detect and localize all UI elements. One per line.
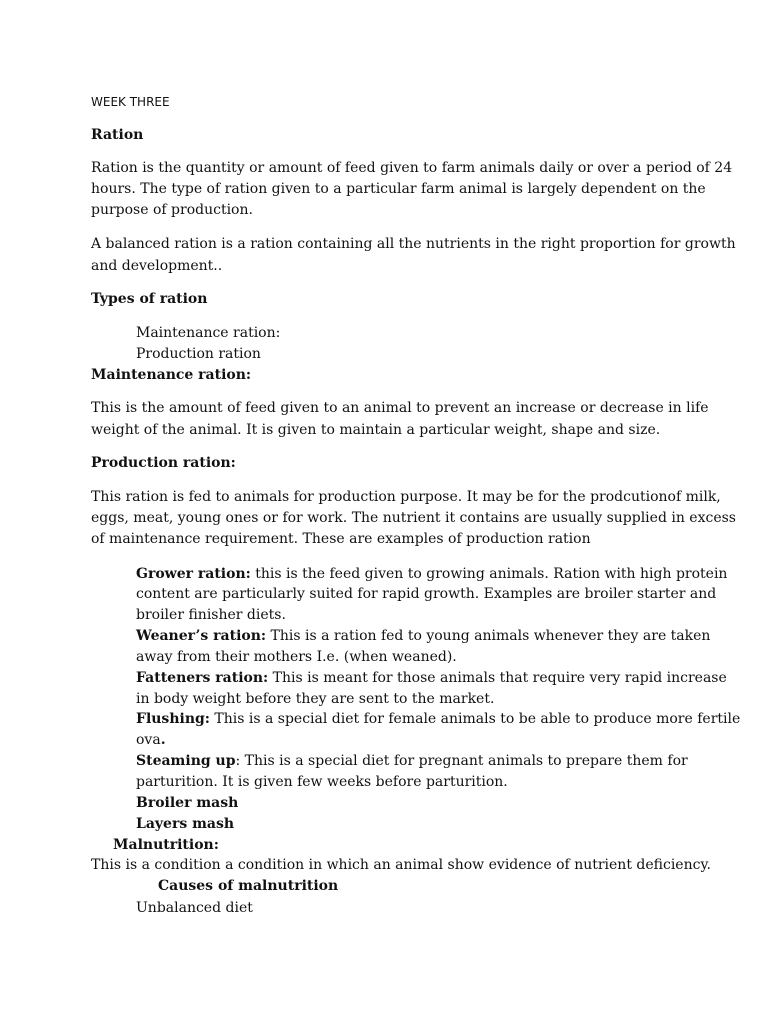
text-line: content are particularly suited for rapid growth. Examples are broiler starter and: [136, 586, 717, 602]
text-line: away from their mothers I.e. (when weaned).: [136, 649, 457, 665]
weaner-text: This is a ration fed to young animals whenever they are taken: [266, 628, 711, 644]
list-item: Production ration: [136, 346, 261, 362]
list-item: [136, 564, 727, 584]
grower-label: Grower ration:: [136, 566, 251, 582]
text-line: parturition. It is given few weeks before parturition.: [136, 774, 508, 790]
text-line: broiler finisher diets.: [136, 607, 286, 623]
list-item: [136, 668, 727, 688]
flushing-text-end: ova: [136, 732, 161, 748]
text-line: This is the amount of feed given to an animal to prevent an increase or decrease in life: [91, 400, 709, 416]
steaming-label: Steaming up: [136, 753, 236, 769]
text-line: Ration is the quantity or amount of feed given to farm animals daily or over a period of 24: [91, 160, 733, 176]
malnutrition-text: This is a condition a condition in which an animal show evidence of nutrient deficiency.: [91, 857, 711, 873]
flushing-period: .: [160, 732, 166, 748]
causes-heading: Causes of malnutrition: [158, 878, 339, 894]
maintenance-heading: Maintenance ration:: [91, 367, 252, 383]
list-item: [136, 751, 688, 771]
text-line: eggs, meat, young ones or for work. The nutrient it contains are usually supplied in excess: [91, 510, 736, 526]
list-item: [136, 626, 710, 646]
text-line: [136, 730, 166, 750]
fattener-label: Fatteners ration:: [136, 670, 269, 686]
list-item: [136, 709, 740, 729]
layers-mash: Layers mash: [136, 816, 235, 832]
ration-heading: Ration: [91, 127, 144, 143]
text-line: and development..: [91, 258, 223, 274]
types-heading: Types of ration: [91, 291, 208, 307]
text-line: A balanced ration is a ration containing all the nutrients in the right proportion for growth: [91, 236, 736, 252]
steaming-text: : This is a special diet for pregnant animals to prepare them for: [235, 753, 688, 769]
malnutrition-heading: Malnutrition:: [113, 837, 219, 853]
fattener-text: This is meant for those animals that require very rapid increase: [268, 670, 727, 686]
text-line: purpose of production.: [91, 202, 253, 218]
list-item: Maintenance ration:: [136, 325, 281, 341]
week-label: WEEK THREE: [91, 95, 170, 109]
weaner-label: Weaner’s ration:: [136, 628, 267, 644]
text-line: in body weight before they are sent to the market.: [136, 691, 495, 707]
text-line: This ration is fed to animals for production purpose. It may be for the prodcutionof milk,: [91, 489, 721, 505]
text-line: of maintenance requirement. These are examples of production ration: [91, 531, 591, 547]
production-heading: Production ration:: [91, 455, 236, 471]
text-line: weight of the animal. It is given to maintain a particular weight, shape and size.: [91, 422, 661, 438]
flushing-text: This is a special diet for female animals to be able to produce more fertile: [209, 711, 741, 727]
list-item: Unbalanced diet: [136, 900, 253, 916]
grower-text: this is the feed given to growing animals. Ration with high protein: [250, 566, 728, 582]
flushing-label: Flushing:: [136, 711, 210, 727]
broiler-mash: Broiler mash: [136, 795, 239, 811]
text-line: hours. The type of ration given to a particular farm animal is largely dependent on the: [91, 181, 706, 197]
